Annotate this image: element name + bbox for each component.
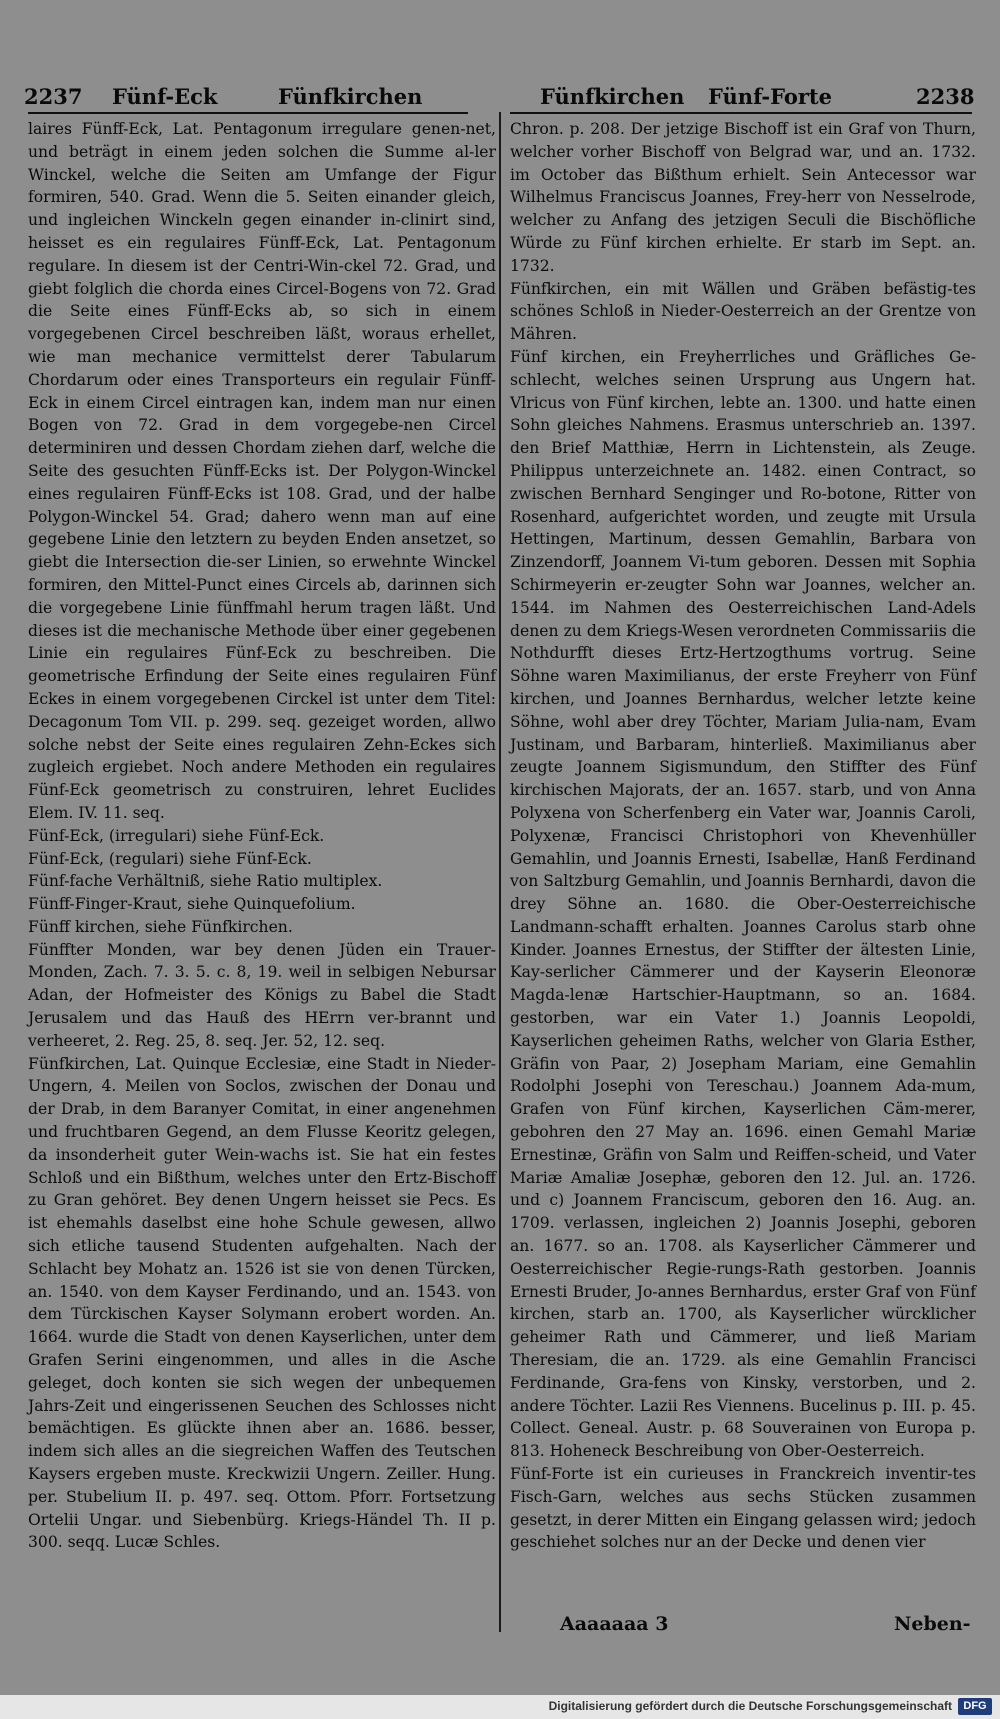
entry-fuenff-kirchen-ref: Fünff kirchen, siehe Fünfkirchen.	[28, 917, 293, 936]
left-running-head-1: Fünf-Eck	[112, 84, 218, 109]
entry-fuenf-eck-cont: laires Fünff-Eck, Lat. Pentagonum irregulare genen-net, und beträgt in einem jeden solchen die Summe al-ler Winckel, welche die Seiten am Umfange der Figur formiren, 540. Grad. Wenn die 5. Seiten einander gleich, und ingleichen Winckeln gegen einander in-clinirt sind, heisset es ein regulaires Fünff-Eck, Lat. Pentagonum regulare. In diesem ist der Centri-Win-ckel 72. Grad, und giebt folglich die chorda eines Circel-Bogens von 72. Grad die Seite eines Fünff-Ecks ab, so sich in einem vorgegebenen Circel beschreiben läßt, woraus erhellet, wie man mechanice vermittelst derer Tabularum Chordarum oder eines Transporteurs ein regulair Fünff-Eck in einem Circel eintragen kan, indem man nur einen Bogen von 72. Grad in dem vorgegebe-nen Circel determiniren und dessen Chordam ziehen darf, welche die Seite des gesuchten Fünff-Ecks ist. Der Polygon-Winckel eines regulairen Fünff-Ecks ist 108. Grad, und der halbe Polygon-Winckel 54. Grad; dahero wenn man auf eine gegebene Linie den letztern zu beyden Enden ansetzet, so giebt die Intersection die-ser Linien, so erwehnte Winckel formiren, den Mittel-Punct eines Circels ab, darinnen sich die vorgegebene Linie fünffmahl herum tragen läßt. Und dieses ist die mechanische Methode über einer gegebenen Linie ein regulaires Fünf-Eck zu beschreiben. Die geometrische Erfindung der Seite eines regulairen Fünf Eckes in einem vorgegebenen Circkel ist unter dem Titel: Decagonum Tom VII. p. 299. seq. gezeiget worden, allwo solche nebst der Seite eines regulairen Zehn-Eckes sich zugleich ergiebet. Noch andere Methoden ein regulaires Fünf-Eck geometrisch zu construiren, lehret Euclides Elem. IV. 11. seq.	[28, 120, 496, 822]
footer-credit: Digitalisierung gefördert durch die Deutsche Forschungsgemeinschaft	[548, 1699, 952, 1713]
signature-mark: Aaaaaaa 3	[560, 1613, 669, 1635]
right-page-number: 2238	[916, 84, 975, 109]
left-running-head-2: Fünfkirchen	[278, 84, 423, 109]
footer-bar	[0, 1695, 1000, 1719]
right-running-head-1: Fünfkirchen	[540, 84, 685, 109]
column-divider	[499, 112, 501, 1632]
entry-fuenfkirchen-stadt: Fünfkirchen, Lat. Quinque Ecclesiæ, eine Stadt in Nieder-Ungern, 4. Meilen von Soclos, zwischen der Donau und der Drab, in dem Baranyer Comitat, in einer angenehmen und fruchtbaren Gegend, an dem Flusse Keoritz gelegen, da insonderheit guter Wein-wachs ist. Sie hat ein festes Schloß und ein Bißthum, welches unter den Ertz-Bischoff zu Gran gehöret. Bey denen Ungern heisset sie Pecs. Es ist ehemahls daselbst eine hohe Schule gewesen, allwo sich etliche tausend Studenten aufgehalten. Nach der Schlacht bey Mohatz an. 1526 ist sie von denen Türcken, an. 1540. von dem Kayser Ferdinando, und an. 1543. von dem Türckischen Kayser Solymann erobert worden. An. 1664. wurde die Stadt von denen Kayserlichen, unter dem Grafen Serini eingenommen, und alles in die Asche geleget, doch konten sie sich wegen der unbequemen Jahrs-Zeit und eingerissenen Seuchen des Schlosses nicht bemächtigen. Es glückte ihnen aber an. 1686. besser, indem sich alles an die siegreichen Waffen des Teutschen Kaysers ergeben muste. Kreckwizii Ungern. Zeiller. Hung. per. Stubelium II. p. 497. seq. Ottom. Pforr. Fortsetzung Ortelii Ungar. und Siebenbürg. Kriegs-Händel Th. II p. 300. seqq. Lucæ Schles.	[28, 1054, 496, 1552]
dfg-logo: DFG	[958, 1698, 992, 1715]
entry-fuenf-fache-verhaeltniss: Fünf-fache Verhältniß, siehe Ratio multiplex.	[28, 872, 383, 891]
right-column	[510, 118, 976, 1554]
entry-fuenfkirchen-geschlecht: Fünf kirchen, ein Freyherrliches und Gräfliches Ge-schlecht, welches seinen Ursprung aus Ungern hat. Vlricus von Fünf kirchen, lebte an. 1300. und hatte einen Sohn gleiches Nahmens. Erasmus unterschrieb an. 1397. den Brief Matthiæ, Herrn in Lichtenstein, als Zeuge. Philippus unterzeichnete an. 1482. einen Contract, so zwischen Bernhard Senginger und Ro-botone, Ritter von Rosenhard, aufgerichtet worden, und zeugte mit Ursula Hettingen, Martinum, dessen Gemahlin, Barbara von Zinzendorff, Joannem Vi-tum geboren. Dessen mit Sophia Schirmeyerin er-zeugter Sohn war Joannes, welcher an. 1544. im Nahmen des Oesterreichischen Land-Adels denen zu dem Kriegs-Wesen verordneten Commissariis die Nothdurfft dieses Ertz-Hertzogthums vortrug. Seine Söhne waren Maximilianus, der erste Freyherr von Fünf kirchen, und Joannes Bernhardus, welcher letzte keine Söhne, wohl aber drey Töchter, Mariam Julia-nam, Evam Justinam, und Barbaram, hinterließ. Maximilianus aber zeugte Joannem Sigismundum, den Stiffter des Fünf kirchischen Majorats, der an. 1657. starb, und von Anna Polyxena von Scherfenberg ein Vater war, Joannis Caroli, Polyxenæ, Francisci Christophori von Khevenhüller Gemahlin, und Joannis Ernesti, Isabellæ, Hanß Ferdinand von Saltzburg Gemahlin, und Joannis Bernhardi, davon die drey Söhne an. 1680. die Ober-Oesterreichische Landmann-schafft erhalten. Joannes Carolus starb ohne Kinder. Joannes Ernestus, der Stiffter der ältesten Linie, Kay-serlicher Cämmerer und der Kayserin Eleonoræ Magda-lenæ Hartschier-Hauptmann, so an. 1684. gestorben, war ein Vater 1.) Joannis Leopoldi, Kayserlichen geheimen Raths, welcher von Glaria Esther, Gräfin von Paar, 2) Josepham Mariam, eine Gemahlin Rodolphi Josephi von Tereschau.) Joannem Ada-mum, Grafen von Fünf kirchen, Kayserlichen Cäm-merer, gebohren den 27 May an. 1696. einen Gemahl Mariæ Ernestinæ, Gräfin von Salm und Reiffen-scheid, und Vater Mariæ Amaliæ Josephæ, geboren den 12. Jul. an. 1726. und c) Joannem Franciscum, geboren den 16. Aug. an. 1709. verlassen, ingleichen 2) Joannis Josephi, geboren an. 1677. so an. 1708. als Kayserlicher Cämmerer und Oesterreichischer Regie-rungs-Rath gestorben. Joannis Ernesti Bruder, Jo-annes Bernhardus, erster Graf von Fünf kirchen, starb an. 1700, als Kayserlicher würcklicher geheimer Rath und Cämmerer, und ließ Mariam Theresiam, die an. 1729. als eine Gemahlin Francisci Ferdinande, Gra-fens von Kinsky, verstorben, und 2. andere Töchter. Lazii Res Viennens. Bucelinus p. III. p. 45. Collect. Geneal. Austr. p. 68 Souverainen von Europa p. 813. Hoheneck Beschreibung von Ober-Oesterreich.	[510, 347, 976, 1461]
header-rule-left	[28, 112, 468, 114]
left-column	[28, 118, 496, 1554]
catchword: Neben-	[894, 1613, 971, 1635]
entry-fuenfkirchen-stadt-cont: Chron. p. 208. Der jetzige Bischoff ist ein Graf von Thurn, welcher vorher Bischoff von Belgrad war, und an. 1732. im October das Bißthum erhielt. Sein Antecessor war Wilhelmus Franciscus Joannes, Frey-herr von Nesselrode, welcher zu Anfang des jetzigen Seculi die Bischöfliche Würde zu Fünf kirchen erhielte. Er starb im Sept. an. 1732.	[510, 120, 976, 275]
header-rule-right	[510, 112, 972, 114]
entry-fuenf-forte: Fünf-Forte ist ein curieuses in Franckreich inventir-tes Fisch-Garn, welches aus sechs Stücken zusammen gesetzt, in derer Mitten ein Eingang gelassen wird; jedoch geschiehet solches nur an der Decke und denen vier	[510, 1465, 976, 1552]
running-header	[20, 84, 980, 112]
entry-fuenffter-monden: Fünffter Monden, war bey denen Jüden ein Trauer-Monden, Zach. 7. 3. 5. c. 8, 19. weil in selbigen Nebursar Adan, der Hofmeister des Königs zu Babel die Stadt Jerusalem und das Hauß des HErrn ver-brannt und verheeret, 2. Reg. 25, 8. seq. Jer. 52, 12. seq.	[28, 940, 496, 1050]
entry-fuenf-eck-regulari: Fünf-Eck, (regulari) siehe Fünf-Eck.	[28, 849, 312, 868]
entry-fuenfkirchen-schloss: Fünfkirchen, ein mit Wällen und Gräben befästig-tes schönes Schloß in Nieder-Oesterreich an der Grentze von Mähren.	[510, 279, 976, 344]
entry-fuenf-eck-irregulari: Fünf-Eck, (irregulari) siehe Fünf-Eck.	[28, 826, 325, 845]
left-page-number: 2237	[24, 84, 83, 109]
entry-fuenff-finger-kraut: Fünff-Finger-Kraut, siehe Quinquefolium.	[28, 895, 356, 914]
right-running-head-2: Fünf-Forte	[708, 84, 832, 109]
catchword-line	[560, 1613, 980, 1639]
